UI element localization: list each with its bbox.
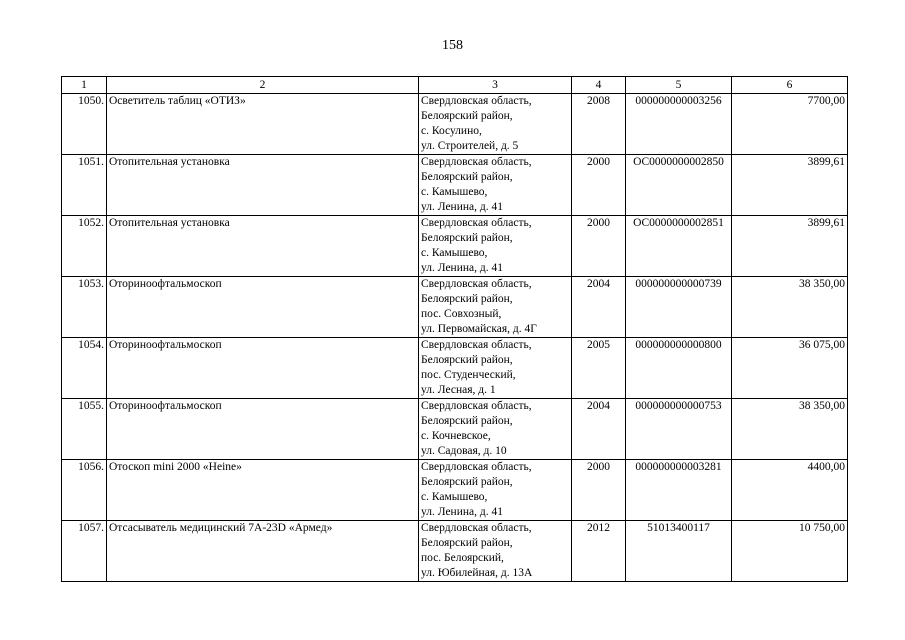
table-row [62, 155, 848, 216]
address-line: пос. Совхозный, [421, 308, 502, 320]
address-line: пос. Белоярский, [421, 552, 504, 564]
item-address [419, 399, 572, 460]
item-year: 2005 [572, 338, 626, 399]
item-address [419, 94, 572, 155]
row-number: 1056. [62, 460, 107, 521]
table-row [62, 216, 848, 277]
row-number: 1055. [62, 399, 107, 460]
address-line: Свердловская область, [421, 400, 532, 412]
row-number: 1052. [62, 216, 107, 277]
item-address [419, 216, 572, 277]
table-row [62, 94, 848, 155]
table-row [62, 338, 848, 399]
address-line: ул. Садовая, д. 10 [421, 445, 507, 457]
address-line: Свердловская область, [421, 339, 532, 351]
address-line: пос. Студенческий, [421, 369, 516, 381]
item-year: 2000 [572, 216, 626, 277]
item-cost: 3899,61 [732, 216, 848, 277]
item-address [419, 521, 572, 582]
address-line: Белоярский район, [421, 476, 513, 488]
item-cost: 10 750,00 [732, 521, 848, 582]
item-name: Отопительная установка [107, 216, 419, 277]
address-line: с. Камышево, [421, 186, 488, 198]
table-header [62, 77, 848, 94]
address-line: с. Камышево, [421, 491, 488, 503]
item-name: Оториноофтальмоскоп [107, 277, 419, 338]
column-header: 4 [572, 77, 626, 94]
address-line: Свердловская область, [421, 217, 532, 229]
address-line: ул. Строителей, д. 5 [421, 140, 519, 152]
address-line: Свердловская область, [421, 95, 532, 107]
inventory-number: 000000000000753 [626, 399, 732, 460]
row-number: 1051. [62, 155, 107, 216]
item-cost: 36 075,00 [732, 338, 848, 399]
table-body [62, 94, 848, 582]
item-year: 2000 [572, 155, 626, 216]
item-address [419, 277, 572, 338]
address-line: ул. Ленина, д. 41 [421, 201, 503, 213]
inventory-number: 000000000000739 [626, 277, 732, 338]
address-line: Белоярский район, [421, 293, 513, 305]
column-header: 2 [107, 77, 419, 94]
address-line: Белоярский район, [421, 354, 513, 366]
item-year: 2012 [572, 521, 626, 582]
item-year: 2008 [572, 94, 626, 155]
item-year: 2004 [572, 277, 626, 338]
item-name: Оториноофтальмоскоп [107, 399, 419, 460]
header-row [62, 77, 848, 94]
inventory-number: 000000000003281 [626, 460, 732, 521]
column-header: 1 [62, 77, 107, 94]
item-name: Оториноофтальмоскоп [107, 338, 419, 399]
address-line: Свердловская область, [421, 278, 532, 290]
address-line: Белоярский район, [421, 232, 513, 244]
inventory-number: ОС0000000002850 [626, 155, 732, 216]
column-header: 6 [732, 77, 848, 94]
page-number: 158 [442, 38, 463, 53]
row-number: 1054. [62, 338, 107, 399]
inventory-number: 51013400117 [626, 521, 732, 582]
address-line: Свердловская область, [421, 522, 532, 534]
item-cost: 4400,00 [732, 460, 848, 521]
item-address [419, 460, 572, 521]
property-registry-table [61, 76, 848, 582]
address-line: с. Косулино, [421, 125, 482, 137]
address-line: с. Кочневское, [421, 430, 491, 442]
item-year: 2004 [572, 399, 626, 460]
address-line: Белоярский район, [421, 415, 513, 427]
item-cost: 38 350,00 [732, 277, 848, 338]
address-line: ул. Ленина, д. 41 [421, 262, 503, 274]
table-row [62, 460, 848, 521]
address-line: Белоярский район, [421, 171, 513, 183]
address-line: Белоярский район, [421, 537, 513, 549]
inventory-number: ОС0000000002851 [626, 216, 732, 277]
address-line: ул. Юбилейная, д. 13А [421, 567, 533, 579]
item-year: 2000 [572, 460, 626, 521]
row-number: 1050. [62, 94, 107, 155]
address-line: Свердловская область, [421, 156, 532, 168]
row-number: 1057. [62, 521, 107, 582]
table-row [62, 399, 848, 460]
inventory-number: 000000000000800 [626, 338, 732, 399]
address-line: ул. Лесная, д. 1 [421, 384, 496, 396]
column-header: 5 [626, 77, 732, 94]
item-name: Отсасыватель медицинский 7А-23D «Армед» [107, 521, 419, 582]
address-line: Белоярский район, [421, 110, 513, 122]
address-line: ул. Ленина, д. 41 [421, 506, 503, 518]
item-cost: 7700,00 [732, 94, 848, 155]
item-cost: 38 350,00 [732, 399, 848, 460]
address-line: ул. Первомайская, д. 4Г [421, 323, 537, 335]
inventory-number: 000000000003256 [626, 94, 732, 155]
item-name: Осветитель таблиц «ОТИЗ» [107, 94, 419, 155]
item-name: Отоскоп mini 2000 «Heine» [107, 460, 419, 521]
row-number: 1053. [62, 277, 107, 338]
table-row [62, 521, 848, 582]
table-row [62, 277, 848, 338]
address-line: Свердловская область, [421, 461, 532, 473]
item-address [419, 338, 572, 399]
item-address [419, 155, 572, 216]
address-line: с. Камышево, [421, 247, 488, 259]
item-cost: 3899,61 [732, 155, 848, 216]
column-header: 3 [419, 77, 572, 94]
item-name: Отопительная установка [107, 155, 419, 216]
